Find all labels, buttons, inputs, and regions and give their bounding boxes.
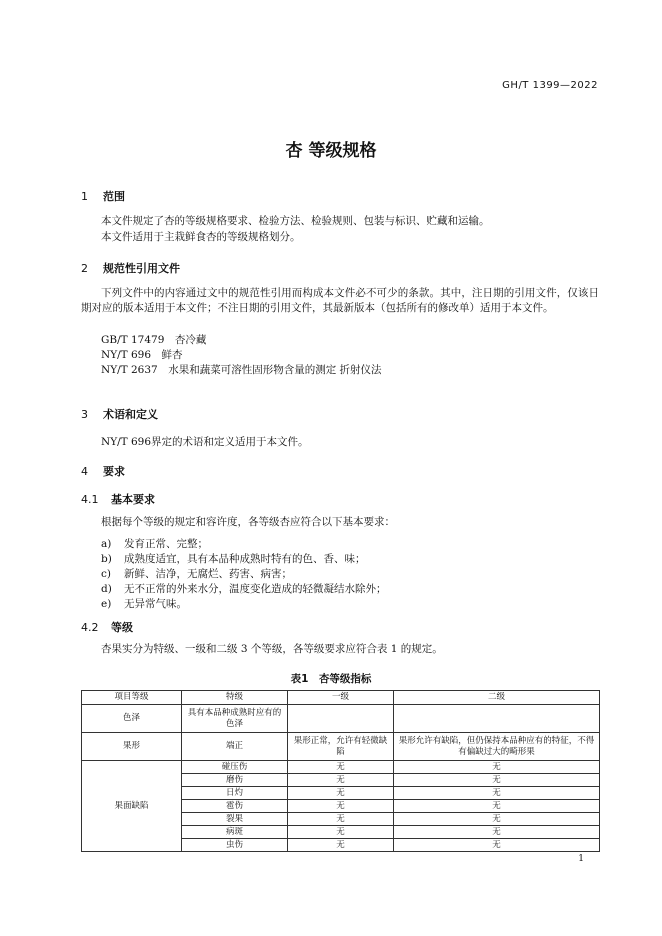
section-2-heading bbox=[81, 260, 180, 276]
table-header-cell: 二级 bbox=[394, 691, 600, 705]
section-title: 术语和定义 bbox=[103, 408, 158, 421]
section-number: 3 bbox=[81, 408, 88, 421]
table-cell: 果形允许有缺陷，但仍保持本品种应有的特征，不得有偏缺过大的畸形果 bbox=[394, 733, 600, 761]
list-label: b) bbox=[101, 553, 112, 565]
table-cell: 无 bbox=[394, 813, 600, 826]
section-title: 要求 bbox=[103, 465, 125, 478]
table-cell: 无 bbox=[394, 826, 600, 839]
standard-number: GH/T 1399—2022 bbox=[502, 80, 598, 91]
list-text: 发育正常、完整； bbox=[124, 538, 208, 550]
table-cell: 色泽 bbox=[82, 705, 182, 733]
list-item bbox=[101, 537, 208, 552]
list-label: e) bbox=[101, 598, 112, 610]
reference-item: NY/T 696 鲜杏 bbox=[101, 349, 183, 361]
section-number: 1 bbox=[81, 190, 88, 203]
table-row bbox=[82, 733, 600, 761]
table-cell: 虫伤 bbox=[182, 839, 288, 852]
table-cell: 无 bbox=[288, 800, 394, 813]
section-4-heading bbox=[81, 463, 125, 479]
table-header-cell: 一级 bbox=[288, 691, 394, 705]
table-cell: 无 bbox=[394, 761, 600, 774]
table-cell: 无 bbox=[288, 774, 394, 787]
table-row bbox=[82, 761, 600, 774]
table-cell: 病斑 bbox=[182, 826, 288, 839]
table-cell: 雹伤 bbox=[182, 800, 288, 813]
list-label: c) bbox=[101, 568, 111, 580]
list-text: 无不正常的外来水分，温度变化造成的轻微凝结水除外； bbox=[124, 583, 387, 595]
page-number: 1 bbox=[578, 854, 584, 864]
table-cell: 无 bbox=[288, 761, 394, 774]
reference-item: GB/T 17479 杏冷藏 bbox=[101, 334, 207, 346]
scope-paragraph-2: 本文件适用于主栽鲜食杏的等级规格划分。 bbox=[101, 231, 301, 243]
table-header-cell: 项目等级 bbox=[82, 691, 182, 705]
table-cell: 无 bbox=[288, 826, 394, 839]
terms-paragraph: NY/T 696界定的术语和定义适用于本文件。 bbox=[101, 436, 309, 448]
table-caption: 表1 杏等级指标 bbox=[290, 673, 372, 685]
table-cell: 日灼 bbox=[182, 787, 288, 800]
table-cell: 无 bbox=[288, 813, 394, 826]
table-cell: 无 bbox=[288, 839, 394, 852]
scope-paragraph-1: 本文件规定了杏的等级规格要求、检验方法、检验规则、包装与标识、贮藏和运输。 bbox=[101, 215, 490, 227]
table-header-row bbox=[82, 691, 600, 705]
table-cell: 果形正常，允许有轻微缺陷 bbox=[288, 733, 394, 761]
list-item bbox=[101, 567, 292, 582]
section-3-heading bbox=[81, 406, 158, 422]
table-cell: 无 bbox=[394, 800, 600, 813]
list-item bbox=[101, 552, 366, 567]
table-cell: 果形 bbox=[82, 733, 182, 761]
list-item bbox=[101, 597, 187, 612]
section-number: 2 bbox=[81, 262, 88, 275]
list-label: d) bbox=[101, 583, 112, 595]
table-cell: 果面缺陷 bbox=[82, 761, 182, 852]
section-title: 等级 bbox=[111, 621, 133, 634]
list-text: 新鲜、洁净，无腐烂、药害、病害； bbox=[124, 568, 292, 580]
section-number: 4 bbox=[81, 465, 88, 478]
table-cell: 无 bbox=[288, 787, 394, 800]
normative-references-paragraph: 下列文件中的内容通过文中的规范性引用而构成本文件必不可少的条款。其中，注日期的引用文件，仅该日期对应的版本适用于本文件；不注日期的引用文件，其最新版本（包括所有的修改单）适用于本文件。 bbox=[81, 287, 599, 314]
section-number: 4.1 bbox=[81, 493, 99, 506]
table-cell: 具有本品种成熟时应有的色泽 bbox=[182, 705, 288, 733]
table-cell bbox=[394, 705, 600, 733]
section-4-1-heading bbox=[81, 491, 155, 507]
section-1-heading bbox=[81, 188, 125, 204]
section-title: 基本要求 bbox=[111, 493, 155, 506]
list-label: a) bbox=[101, 538, 112, 550]
table-cell bbox=[288, 705, 394, 733]
list-item bbox=[101, 582, 387, 597]
basic-requirements-intro: 根据每个等级的规定和容许度，各等级杏应符合以下基本要求： bbox=[101, 516, 395, 528]
section-4-2-heading bbox=[81, 619, 133, 635]
table-cell: 无 bbox=[394, 774, 600, 787]
list-text: 无异常气味。 bbox=[124, 598, 187, 610]
table-cell: 裂果 bbox=[182, 813, 288, 826]
section-title: 规范性引用文件 bbox=[103, 262, 180, 275]
table-cell: 磨伤 bbox=[182, 774, 288, 787]
section-number: 4.2 bbox=[81, 621, 99, 634]
table-cell: 无 bbox=[394, 787, 600, 800]
page-title: 杏 等级规格 bbox=[285, 141, 377, 161]
grade-table bbox=[81, 690, 600, 852]
reference-item: NY/T 2637 水果和蔬菜可溶性固形物含量的测定 折射仪法 bbox=[101, 364, 382, 376]
table-row bbox=[82, 705, 600, 733]
table-cell: 端正 bbox=[182, 733, 288, 761]
list-text: 成熟度适宜，具有本品种成熟时特有的色、香、味； bbox=[124, 553, 366, 565]
table-cell: 碰压伤 bbox=[182, 761, 288, 774]
grades-paragraph: 杏果实分为特级、一级和二级 3 个等级，各等级要求应符合表 1 的规定。 bbox=[101, 643, 443, 655]
table-header-cell: 特级 bbox=[182, 691, 288, 705]
table-cell: 无 bbox=[394, 839, 600, 852]
section-title: 范围 bbox=[103, 190, 125, 203]
